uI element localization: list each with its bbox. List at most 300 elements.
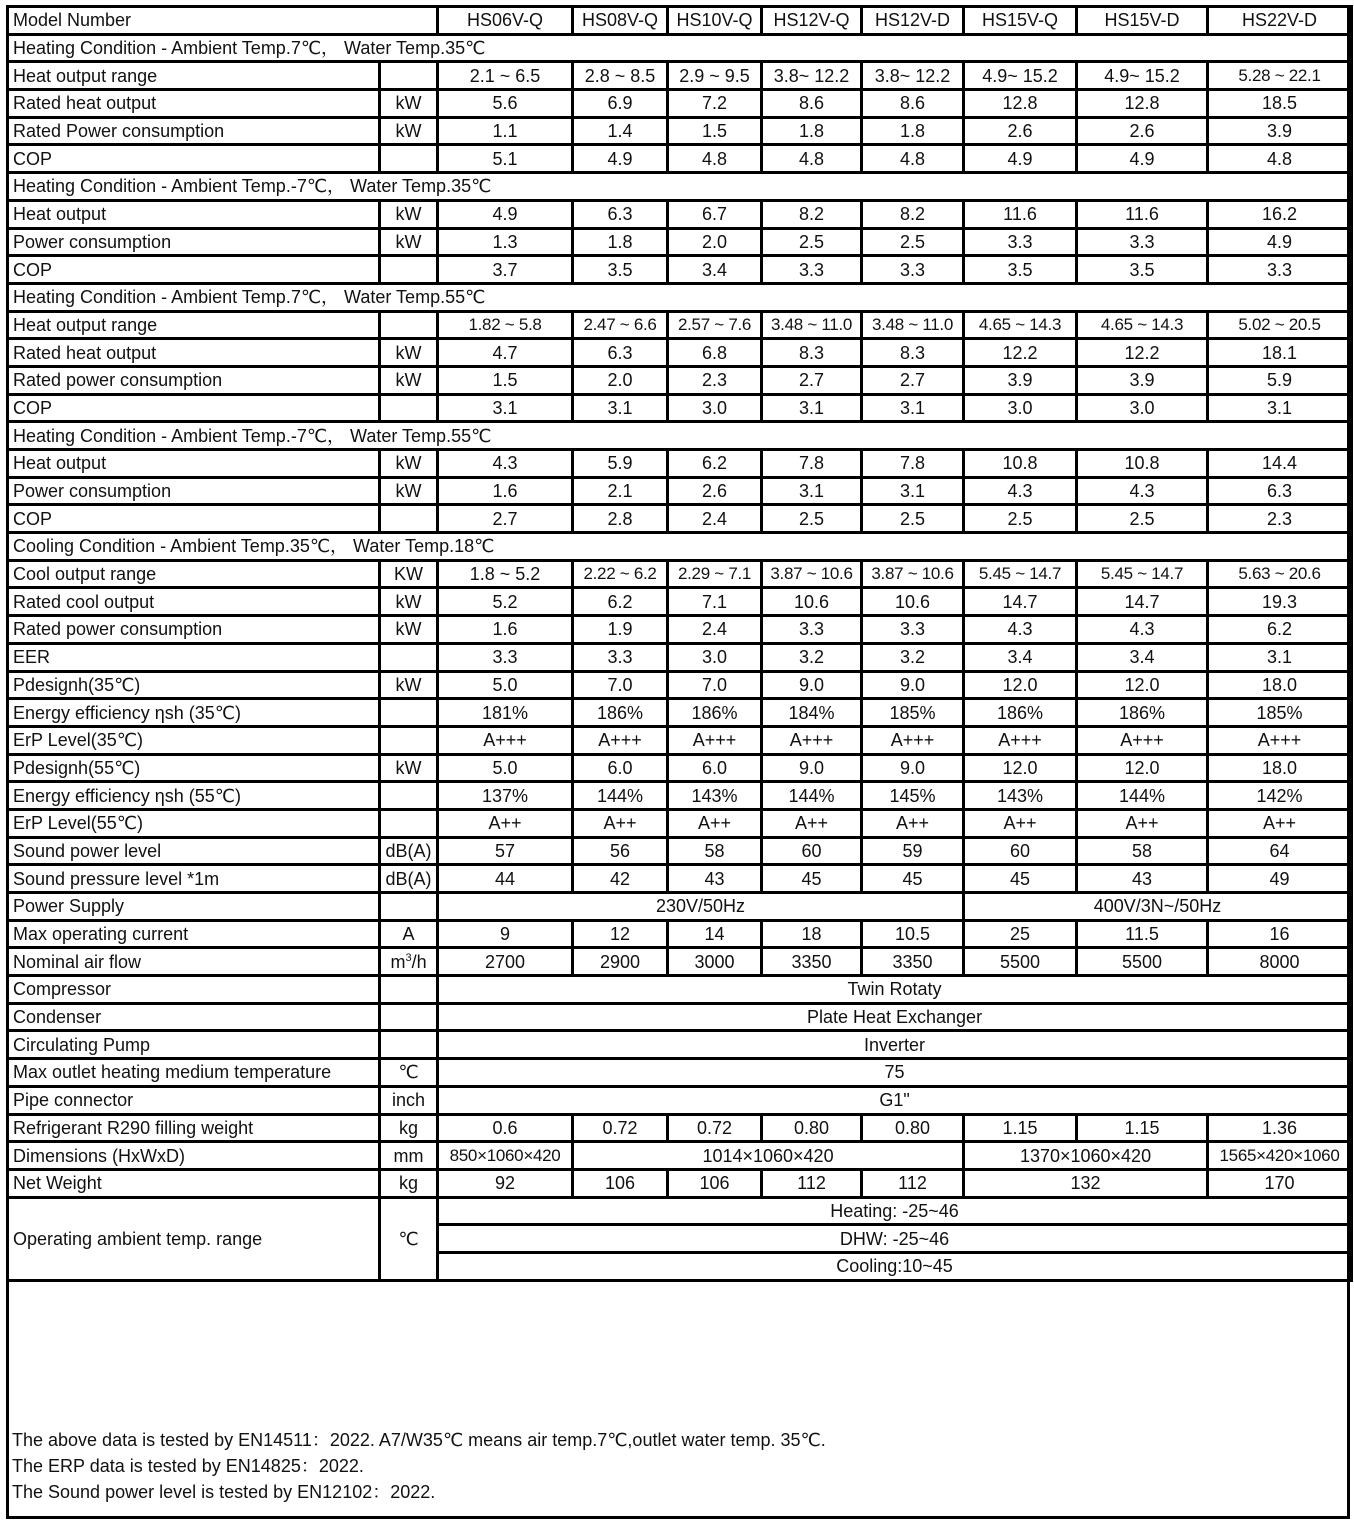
value-cell: 6.3 — [573, 200, 668, 228]
dimension-value: 850×1060×420 — [438, 1142, 573, 1170]
value-cell: 7.8 — [762, 450, 862, 478]
value-cell: 186% — [668, 699, 762, 727]
ambient-range-value: DHW: -25~46 — [438, 1225, 1352, 1253]
dimension-value: 1370×1060×420 — [964, 1142, 1208, 1170]
value-cell: 1.82 ~ 5.8 — [438, 311, 573, 339]
value-cell: 4.7 — [438, 339, 573, 367]
model-header: HS15V-Q — [964, 7, 1077, 35]
row-label: Pdesignh(55℃) — [8, 754, 380, 782]
value-cell: 1.8 ~ 5.2 — [438, 560, 573, 588]
value-cell: 8.2 — [762, 200, 862, 228]
row-label: Energy efficiency ηsh (55℃) — [8, 782, 380, 810]
row-unit: kW — [380, 90, 438, 118]
row-unit: kW — [380, 366, 438, 394]
row-unit — [380, 394, 438, 422]
section-title: Heating Condition - Ambient Temp.-7℃， Water Temp.55℃ — [8, 422, 1352, 450]
value-cell: 10.5 — [862, 920, 964, 948]
spec-table-body — [8, 7, 1352, 1281]
value-cell: 2.7 — [862, 366, 964, 394]
row-unit — [380, 145, 438, 173]
table-row — [8, 837, 1352, 865]
table-row — [8, 643, 1352, 671]
value-cell: 185% — [1208, 699, 1352, 727]
model-header: HS12V-Q — [762, 7, 862, 35]
value-cell: A++ — [573, 809, 668, 837]
value-cell: 144% — [573, 782, 668, 810]
value-cell: 4.8 — [862, 145, 964, 173]
value-cell: 4.8 — [762, 145, 862, 173]
value-cell: 186% — [964, 699, 1077, 727]
value-cell: 5.2 — [438, 588, 573, 616]
row-unit: kW — [380, 588, 438, 616]
value-cell: 3.9 — [1208, 117, 1352, 145]
value-cell: 6.7 — [668, 200, 762, 228]
row-unit: kW — [380, 450, 438, 478]
value-cell: 3.48 ~ 11.0 — [862, 311, 964, 339]
value-cell: 45 — [762, 865, 862, 893]
value-cell: 5.45 ~ 14.7 — [964, 560, 1077, 588]
section-header-row — [8, 173, 1352, 201]
value-cell: 3.5 — [964, 256, 1077, 284]
value-cell: 7.1 — [668, 588, 762, 616]
value-cell: 57 — [438, 837, 573, 865]
value-cell: 3.3 — [964, 228, 1077, 256]
value-cell: A+++ — [762, 726, 862, 754]
value-cell: 132 — [964, 1169, 1208, 1197]
value-cell: 6.2 — [1208, 616, 1352, 644]
value-cell: 2.3 — [668, 366, 762, 394]
value-cell: 1.5 — [438, 366, 573, 394]
row-label: EER — [8, 643, 380, 671]
value-cell: 3.3 — [862, 616, 964, 644]
value-cell: 3.7 — [438, 256, 573, 284]
value-cell: 11.5 — [1077, 920, 1208, 948]
row-label: Operating ambient temp. range — [8, 1197, 380, 1280]
value-cell: 3.3 — [438, 643, 573, 671]
row-label: Rated heat output — [8, 339, 380, 367]
value-cell: A+++ — [438, 726, 573, 754]
model-number-label: Model Number — [8, 7, 438, 35]
row-unit — [380, 256, 438, 284]
value-cell: 8.3 — [762, 339, 862, 367]
value-cell: 2.22 ~ 6.2 — [573, 560, 668, 588]
row-unit: kW — [380, 616, 438, 644]
footnote: The above data is tested by EN14511：2022. A7/W35℃ means air temp.7℃,outlet water temp. 35℃. — [12, 1430, 826, 1450]
value-cell: 142% — [1208, 782, 1352, 810]
row-unit: A — [380, 920, 438, 948]
value-cell: 6.3 — [573, 339, 668, 367]
value-cell: 1.6 — [438, 616, 573, 644]
row-unit: kW — [380, 339, 438, 367]
value-cell: 3.4 — [964, 643, 1077, 671]
value-cell: 18.5 — [1208, 90, 1352, 118]
value-cell: 186% — [1077, 699, 1208, 727]
row-unit — [380, 311, 438, 339]
value-cell: 186% — [573, 699, 668, 727]
value-cell: 4.9~ 15.2 — [964, 62, 1077, 90]
value-cell: 2.7 — [762, 366, 862, 394]
row-unit: ℃ — [380, 1197, 438, 1280]
ambient-range-value: Cooling:10~45 — [438, 1252, 1352, 1280]
row-label: Rated power consumption — [8, 366, 380, 394]
value-cell: 2.0 — [573, 366, 668, 394]
model-header: HS15V-D — [1077, 7, 1208, 35]
value-cell: 5.0 — [438, 671, 573, 699]
value-cell: 5.9 — [1208, 366, 1352, 394]
row-label: Pdesignh(35℃) — [8, 671, 380, 699]
row-unit — [380, 809, 438, 837]
value-cell: 0.80 — [862, 1114, 964, 1142]
unit-tail: /h — [411, 951, 427, 972]
value-cell: 5.02 ~ 20.5 — [1208, 311, 1352, 339]
value-cell: 18.0 — [1208, 671, 1352, 699]
value-cell: 2.5 — [964, 505, 1077, 533]
value-cell: 6.9 — [573, 90, 668, 118]
value-cell: 0.72 — [668, 1114, 762, 1142]
value-cell: 3.3 — [1208, 256, 1352, 284]
row-label: Max outlet heating medium temperature — [8, 1059, 380, 1087]
row-unit: kW — [380, 671, 438, 699]
row-unit: kW — [380, 200, 438, 228]
value-cell: 5.45 ~ 14.7 — [1077, 560, 1208, 588]
value-cell: 137% — [438, 782, 573, 810]
table-row — [8, 90, 1352, 118]
table-row — [8, 1003, 1352, 1031]
value-cell: 3350 — [762, 948, 862, 976]
row-label: Pipe connector — [8, 1086, 380, 1114]
value-cell: A++ — [964, 809, 1077, 837]
table-row — [8, 588, 1352, 616]
value-cell: 3.1 — [1208, 643, 1352, 671]
value-cell: 4.9~ 15.2 — [1077, 62, 1208, 90]
section-title: Heating Condition - Ambient Temp.-7℃， Water Temp.35℃ — [8, 173, 1352, 201]
value-cell: 106 — [668, 1169, 762, 1197]
value-cell: 2.5 — [862, 228, 964, 256]
section-header-row — [8, 34, 1352, 62]
value-cell: 9.0 — [762, 671, 862, 699]
value-cell: 5500 — [964, 948, 1077, 976]
row-label: ErP Level(35℃) — [8, 726, 380, 754]
row-label: Power consumption — [8, 477, 380, 505]
value-cell: 1.1 — [438, 117, 573, 145]
row-label: COP — [8, 256, 380, 284]
model-header: HS12V-D — [862, 7, 964, 35]
power-supply-three-phase: 400V/3N~/50Hz — [964, 893, 1352, 921]
value-cell: 3.87 ~ 10.6 — [862, 560, 964, 588]
value-cell: 10.6 — [762, 588, 862, 616]
row-unit: kW — [380, 228, 438, 256]
value-cell: 3.1 — [1208, 394, 1352, 422]
table-row — [8, 145, 1352, 173]
value-cell: 2.6 — [1077, 117, 1208, 145]
table-row — [8, 228, 1352, 256]
value-cell: 1.3 — [438, 228, 573, 256]
row-label: Dimensions (HxWxD) — [8, 1142, 380, 1170]
section-title: Heating Condition - Ambient Temp.7℃， Water Temp.35℃ — [8, 34, 1352, 62]
footnote: The Sound power level is tested by EN12102：2022. — [12, 1482, 436, 1502]
row-label: COP — [8, 394, 380, 422]
value-cell: 4.3 — [964, 616, 1077, 644]
value-cell: 2.5 — [762, 228, 862, 256]
value-cell: 3.0 — [1077, 394, 1208, 422]
value-cell: 49 — [1208, 865, 1352, 893]
value-cell: 2.4 — [668, 505, 762, 533]
value-cell: 11.6 — [1077, 200, 1208, 228]
table-row — [8, 699, 1352, 727]
row-label: COP — [8, 145, 380, 173]
row-label: Rated heat output — [8, 90, 380, 118]
value-cell: A++ — [438, 809, 573, 837]
value-cell: 12.0 — [1077, 671, 1208, 699]
table-row — [8, 782, 1352, 810]
value-cell: 2.9 ~ 9.5 — [668, 62, 762, 90]
table-row — [8, 366, 1352, 394]
value-cell: 4.9 — [438, 200, 573, 228]
row-label: Sound pressure level *1m — [8, 865, 380, 893]
value-cell: 106 — [573, 1169, 668, 1197]
row-unit: kg — [380, 1114, 438, 1142]
value-cell: 3.1 — [573, 394, 668, 422]
row-label: Sound power level — [8, 837, 380, 865]
unit-base: m — [390, 951, 406, 972]
value-cell: 3.0 — [964, 394, 1077, 422]
row-unit — [380, 893, 438, 921]
row-unit: dB(A) — [380, 837, 438, 865]
table-row — [8, 1086, 1352, 1114]
value-cell: 3.1 — [438, 394, 573, 422]
row-unit: inch — [380, 1086, 438, 1114]
row-label: Rated cool output — [8, 588, 380, 616]
value-cell: 18 — [762, 920, 862, 948]
ambient-range-row — [8, 1197, 1352, 1225]
value-cell: 5.63 ~ 20.6 — [1208, 560, 1352, 588]
table-row — [8, 616, 1352, 644]
section-title: Heating Condition - Ambient Temp.7℃， Water Temp.55℃ — [8, 283, 1352, 311]
value-cell: 143% — [964, 782, 1077, 810]
row-label: Max operating current — [8, 920, 380, 948]
value-cell: 144% — [1077, 782, 1208, 810]
row-unit — [380, 699, 438, 727]
value-cell: 12.0 — [1077, 754, 1208, 782]
table-row — [8, 809, 1352, 837]
value-cell: 1.6 — [438, 477, 573, 505]
spanned-value: G1" — [438, 1086, 1352, 1114]
table-row — [8, 726, 1352, 754]
model-header: HS10V-Q — [668, 7, 762, 35]
value-cell: 6.8 — [668, 339, 762, 367]
value-cell: 10.8 — [1077, 450, 1208, 478]
value-cell: A+++ — [668, 726, 762, 754]
row-unit — [380, 782, 438, 810]
value-cell: 7.0 — [573, 671, 668, 699]
value-cell: 59 — [862, 837, 964, 865]
value-cell: 1.9 — [573, 616, 668, 644]
value-cell: 3.3 — [762, 256, 862, 284]
table-row — [8, 394, 1352, 422]
table-row — [8, 671, 1352, 699]
value-cell: 14.4 — [1208, 450, 1352, 478]
value-cell: 6.0 — [573, 754, 668, 782]
row-unit: kg — [380, 1169, 438, 1197]
value-cell: 143% — [668, 782, 762, 810]
row-unit — [380, 726, 438, 754]
row-label: Circulating Pump — [8, 1031, 380, 1059]
spec-table — [6, 5, 1353, 1282]
value-cell: 12 — [573, 920, 668, 948]
table-row — [8, 976, 1352, 1004]
value-cell: 4.8 — [668, 145, 762, 173]
row-unit: mm — [380, 1142, 438, 1170]
table-row — [8, 1059, 1352, 1087]
value-cell: 42 — [573, 865, 668, 893]
value-cell: 2.3 — [1208, 505, 1352, 533]
row-label: Heat output range — [8, 311, 380, 339]
table-row — [8, 200, 1352, 228]
value-cell: 3.5 — [1077, 256, 1208, 284]
value-cell: 2700 — [438, 948, 573, 976]
value-cell: 56 — [573, 837, 668, 865]
value-cell: A+++ — [1208, 726, 1352, 754]
value-cell: 1.15 — [964, 1114, 1077, 1142]
value-cell: 3.4 — [1077, 643, 1208, 671]
value-cell: 2.5 — [1077, 505, 1208, 533]
row-unit: ℃ — [380, 1059, 438, 1087]
value-cell: 4.65 ~ 14.3 — [1077, 311, 1208, 339]
value-cell: 4.65 ~ 14.3 — [964, 311, 1077, 339]
value-cell: 14 — [668, 920, 762, 948]
table-row — [8, 505, 1352, 533]
net-weight-row — [8, 1169, 1352, 1197]
value-cell: 10.6 — [862, 588, 964, 616]
table-row — [8, 62, 1352, 90]
value-cell: 3.9 — [964, 366, 1077, 394]
value-cell: 1.4 — [573, 117, 668, 145]
value-cell: 5500 — [1077, 948, 1208, 976]
model-header: HS06V-Q — [438, 7, 573, 35]
value-cell: 19.3 — [1208, 588, 1352, 616]
value-cell: 3.3 — [862, 256, 964, 284]
value-cell: 16 — [1208, 920, 1352, 948]
table-row — [8, 1114, 1352, 1142]
value-cell: 25 — [964, 920, 1077, 948]
value-cell: 2.8 ~ 8.5 — [573, 62, 668, 90]
value-cell: A+++ — [964, 726, 1077, 754]
value-cell: 12.8 — [964, 90, 1077, 118]
section-header-row — [8, 422, 1352, 450]
value-cell: 112 — [862, 1169, 964, 1197]
dimension-value: 1565×420×1060 — [1208, 1142, 1352, 1170]
row-label: Cool output range — [8, 560, 380, 588]
value-cell: 7.2 — [668, 90, 762, 118]
value-cell: 4.3 — [438, 450, 573, 478]
value-cell: 12.0 — [964, 754, 1077, 782]
value-cell: 9 — [438, 920, 573, 948]
value-cell: 3.5 — [573, 256, 668, 284]
row-label: Heat output range — [8, 62, 380, 90]
value-cell: 3.2 — [762, 643, 862, 671]
value-cell: 3.8~ 12.2 — [762, 62, 862, 90]
row-label: Rated power consumption — [8, 616, 380, 644]
value-cell: 2.57 ~ 7.6 — [668, 311, 762, 339]
row-unit — [380, 948, 438, 976]
value-cell: 2.7 — [438, 505, 573, 533]
row-label: Energy efficiency ηsh (35℃) — [8, 699, 380, 727]
value-cell: A+++ — [573, 726, 668, 754]
table-row — [8, 339, 1352, 367]
power-supply-row — [8, 893, 1352, 921]
value-cell: 9.0 — [862, 671, 964, 699]
row-label: Condenser — [8, 1003, 380, 1031]
value-cell: A++ — [762, 809, 862, 837]
row-label: Nominal air flow — [8, 948, 380, 976]
header-row — [8, 7, 1352, 35]
value-cell: 8.6 — [862, 90, 964, 118]
value-cell: 3350 — [862, 948, 964, 976]
value-cell: 185% — [862, 699, 964, 727]
value-cell: 60 — [964, 837, 1077, 865]
value-cell: 170 — [1208, 1169, 1352, 1197]
row-label: Compressor — [8, 976, 380, 1004]
row-label: ErP Level(55℃) — [8, 809, 380, 837]
value-cell: 92 — [438, 1169, 573, 1197]
row-label: Heat output — [8, 450, 380, 478]
value-cell: 5.0 — [438, 754, 573, 782]
table-row — [8, 450, 1352, 478]
section-header-row — [8, 533, 1352, 561]
value-cell: 2.1 ~ 6.5 — [438, 62, 573, 90]
table-row — [8, 477, 1352, 505]
value-cell: 5.6 — [438, 90, 573, 118]
table-row — [8, 560, 1352, 588]
value-cell: 3.0 — [668, 643, 762, 671]
value-cell: 4.3 — [1077, 616, 1208, 644]
table-row — [8, 865, 1352, 893]
value-cell: 3.0 — [668, 394, 762, 422]
value-cell: 2.5 — [762, 505, 862, 533]
table-row — [8, 256, 1352, 284]
value-cell: 7.0 — [668, 671, 762, 699]
value-cell: 6.2 — [573, 588, 668, 616]
value-cell: 4.9 — [964, 145, 1077, 173]
value-cell: 12.8 — [1077, 90, 1208, 118]
value-cell: 8000 — [1208, 948, 1352, 976]
value-cell: 4.9 — [1077, 145, 1208, 173]
value-cell: 58 — [668, 837, 762, 865]
value-cell: 43 — [1077, 865, 1208, 893]
value-cell: 1.8 — [762, 117, 862, 145]
value-cell: A++ — [1208, 809, 1352, 837]
footnote: The ERP data is tested by EN14825：2022. — [12, 1456, 364, 1476]
row-label: COP — [8, 505, 380, 533]
value-cell: 12.2 — [1077, 339, 1208, 367]
value-cell: 2.5 — [862, 505, 964, 533]
value-cell: 3.9 — [1077, 366, 1208, 394]
value-cell: 1.8 — [862, 117, 964, 145]
dimension-value: 1014×1060×420 — [573, 1142, 964, 1170]
value-cell: 6.2 — [668, 450, 762, 478]
value-cell: 8.2 — [862, 200, 964, 228]
unit-superscript: 3 — [405, 951, 412, 964]
row-unit: kW — [380, 754, 438, 782]
value-cell: 18.0 — [1208, 754, 1352, 782]
table-row — [8, 117, 1352, 145]
value-cell: 11.6 — [964, 200, 1077, 228]
value-cell: 3.1 — [862, 477, 964, 505]
table-row — [8, 754, 1352, 782]
section-header-row — [8, 283, 1352, 311]
section-title: Cooling Condition - Ambient Temp.35℃， Water Temp.18℃ — [8, 533, 1352, 561]
value-cell: 4.9 — [1208, 228, 1352, 256]
